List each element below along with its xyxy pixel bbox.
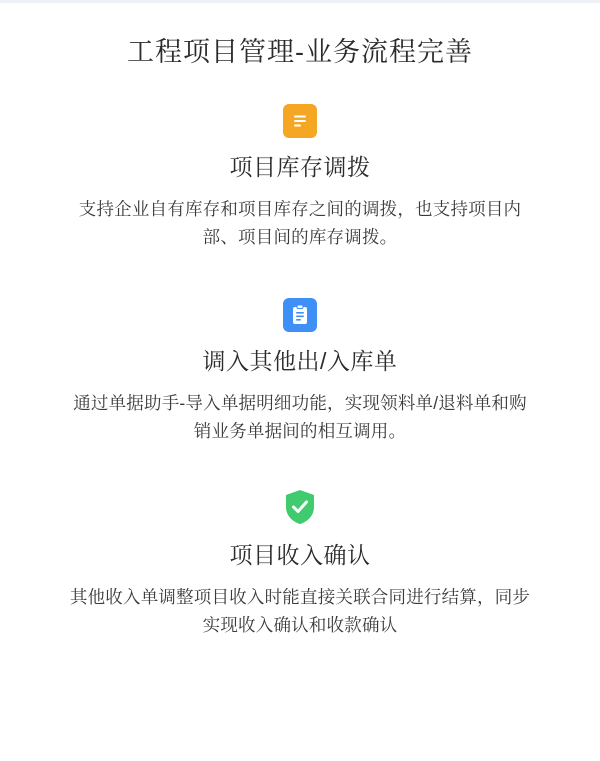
page-title: 工程项目管理-业务流程完善 [127, 37, 473, 67]
section-import-other-inout-order [0, 298, 600, 446]
section-title: 调入其他出/入库单 [202, 347, 398, 374]
sections-container [0, 104, 600, 639]
blue-clipboard-icon [283, 298, 317, 332]
top-divider [0, 0, 600, 3]
orange-document-icon [283, 104, 317, 138]
section-description: 通过单据助手-导入单据明细功能，实现领料单/退料单和购销业务单据间的相互调用。 [73, 392, 527, 442]
icon-container [26, 104, 574, 138]
section-title: 项目库存调拨 [229, 154, 371, 181]
section-title: 项目收入确认 [229, 541, 371, 568]
section-project-inventory-transfer [0, 104, 600, 252]
green-shield-check-icon [283, 488, 317, 526]
section-project-revenue-confirmation [0, 488, 600, 640]
icon-container [26, 298, 574, 332]
section-description: 支持企业自有库存和项目库存之间的调拨，也支持项目内部、项目间的库存调拨。 [78, 199, 522, 248]
icon-container [26, 488, 574, 526]
section-description: 其他收入单调整项目收入时能直接关联合同进行结算，同步实现收入确认和收款确认 [69, 586, 531, 635]
